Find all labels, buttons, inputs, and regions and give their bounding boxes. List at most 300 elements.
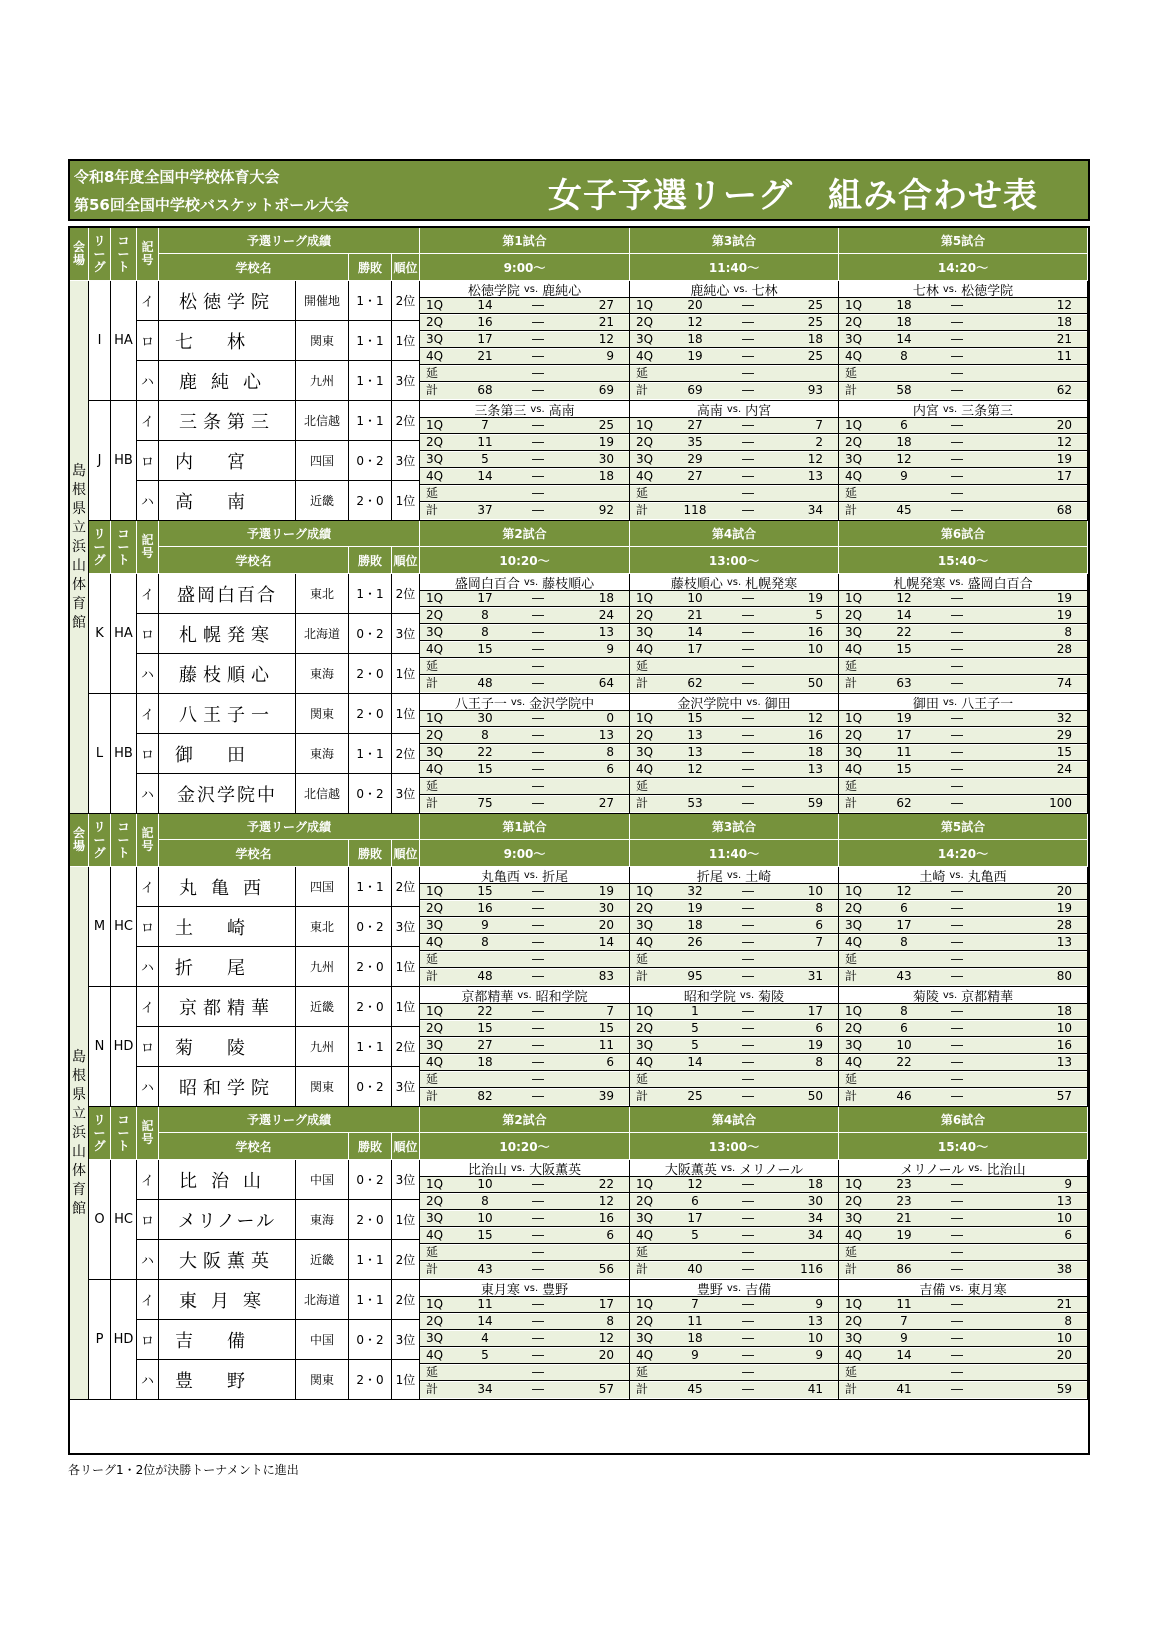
home-score: 18	[687, 1331, 703, 1345]
quarter-row	[839, 1211, 1087, 1227]
match-panel	[630, 1160, 839, 1280]
team-name	[159, 481, 296, 521]
rank-header: 順位	[392, 254, 420, 281]
match-pairing	[839, 1280, 1087, 1297]
venue-header: 会 場	[70, 814, 89, 867]
vs-label: vs.	[949, 576, 964, 588]
away-team: 東月寒	[967, 1282, 1007, 1298]
score-dash: ―	[951, 1331, 963, 1345]
total-row	[420, 503, 629, 519]
period-label: 1Q	[426, 418, 444, 432]
home-score: 27	[477, 1038, 493, 1052]
period-label: 2Q	[426, 435, 444, 449]
away-score: 0	[606, 711, 614, 725]
team-mark: ロ	[137, 907, 159, 947]
home-score: 15	[477, 884, 493, 898]
match-pairing	[839, 574, 1087, 591]
away-score: 8	[815, 901, 823, 915]
score-dash: ―	[532, 884, 544, 898]
quarter-row	[420, 762, 629, 778]
period-label: 3Q	[845, 1331, 863, 1345]
period-label: 計	[845, 1089, 858, 1103]
team-record: 0・2	[349, 614, 392, 654]
wl-header: 勝敗	[349, 1133, 392, 1160]
home-score: 9	[900, 1331, 908, 1345]
team-name	[159, 281, 296, 321]
home-score: 23	[896, 1194, 912, 1208]
home-score: 62	[896, 796, 912, 810]
team-record: 2・0	[349, 654, 392, 694]
quarter-row	[839, 625, 1087, 641]
quarter-row	[420, 452, 629, 468]
home-score: 12	[687, 762, 703, 776]
court-id: HA	[111, 281, 137, 401]
overtime-row	[839, 952, 1087, 968]
home-score: 18	[477, 1055, 493, 1069]
period-label: 延	[636, 1365, 649, 1379]
score-dash: ―	[532, 591, 544, 605]
period-label: 1Q	[426, 591, 444, 605]
overtime-row	[839, 659, 1087, 675]
away-score: 6	[606, 1228, 614, 1242]
score-dash: ―	[742, 486, 754, 500]
overtime-row	[630, 659, 838, 675]
team-rank: 2位	[392, 401, 420, 441]
period-label: 計	[426, 796, 439, 810]
period-label: 延	[426, 486, 439, 500]
period-label: 延	[845, 486, 858, 500]
period-label: 2Q	[845, 1194, 863, 1208]
home-score: 11	[477, 1297, 493, 1311]
period-label: 2Q	[426, 901, 444, 915]
away-score: 57	[1056, 1089, 1072, 1103]
team-rank: 2位	[392, 1240, 420, 1280]
period-label: 1Q	[426, 298, 444, 312]
quarter-row	[630, 591, 838, 607]
period-label: 2Q	[426, 728, 444, 742]
quarter-row	[630, 884, 838, 900]
quarter-row	[630, 728, 838, 744]
match-pairing	[839, 401, 1087, 418]
game-label: 第6試合	[839, 1107, 1088, 1133]
home-score: 45	[687, 1382, 703, 1396]
score-dash: ―	[742, 332, 754, 346]
team-rank: 1位	[392, 987, 420, 1027]
match-pairing	[630, 1160, 838, 1177]
period-label: 計	[636, 1089, 649, 1103]
period-label: 1Q	[636, 591, 654, 605]
home-score: 43	[896, 969, 912, 983]
team-rank: 1位	[392, 1200, 420, 1240]
away-score: 8	[815, 1055, 823, 1069]
team-name-text: 比治山	[179, 1170, 275, 1192]
period-label: 3Q	[426, 452, 444, 466]
score-dash: ―	[951, 1382, 963, 1396]
home-score: 5	[691, 1228, 699, 1242]
period-label: 2Q	[636, 1314, 654, 1328]
team-record: 2・0	[349, 1200, 392, 1240]
quarter-row	[839, 762, 1087, 778]
score-dash: ―	[532, 1245, 544, 1259]
game-time: 13:00～	[630, 1133, 839, 1160]
quarter-row	[630, 298, 838, 314]
period-label: 計	[636, 969, 649, 983]
game-label: 第3試合	[630, 814, 839, 840]
home-score: 22	[477, 745, 493, 759]
period-label: 延	[426, 1072, 439, 1086]
home-score: 14	[687, 1055, 703, 1069]
quarter-row	[630, 642, 838, 658]
score-dash: ―	[532, 728, 544, 742]
team-name	[159, 867, 296, 907]
period-label: 2Q	[636, 315, 654, 329]
score-dash: ―	[742, 1245, 754, 1259]
team-record: 1・1	[349, 401, 392, 441]
away-score: 13	[807, 469, 823, 483]
league-id: I	[89, 281, 111, 401]
period-label: 4Q	[845, 1348, 863, 1362]
match-panel	[839, 281, 1088, 401]
score-dash: ―	[742, 418, 754, 432]
quarter-row	[839, 452, 1087, 468]
quarter-row	[839, 1297, 1087, 1313]
match-panel	[839, 401, 1088, 521]
period-label: 2Q	[426, 1194, 444, 1208]
score-dash: ―	[532, 503, 544, 517]
match-pairing	[630, 1280, 838, 1297]
period-label: 1Q	[845, 418, 863, 432]
period-label: 1Q	[636, 711, 654, 725]
period-label: 4Q	[845, 762, 863, 776]
team-region: 近畿	[296, 1240, 349, 1280]
team-mark: ロ	[137, 321, 159, 361]
period-label: 3Q	[636, 332, 654, 346]
home-score: 12	[896, 591, 912, 605]
team-region: 中国	[296, 1160, 349, 1200]
period-label: 計	[636, 503, 649, 517]
game-label: 第5試合	[839, 228, 1088, 254]
score-dash: ―	[742, 1055, 754, 1069]
away-score: 17	[1056, 469, 1072, 483]
team-name	[159, 1280, 296, 1320]
match-pairing	[839, 281, 1087, 298]
home-score: 19	[687, 349, 703, 363]
home-score: 15	[477, 762, 493, 776]
match-panel	[630, 867, 839, 987]
mark-header: 記 号	[137, 521, 159, 574]
match-panel	[630, 1280, 839, 1400]
team-record: 0・2	[349, 1160, 392, 1200]
score-dash: ―	[951, 1297, 963, 1311]
away-score: 11	[598, 1038, 614, 1052]
home-score: 18	[896, 298, 912, 312]
home-score: 17	[477, 591, 493, 605]
team-record: 1・1	[349, 281, 392, 321]
home-team: メリノール	[900, 1162, 965, 1178]
quarter-row	[630, 745, 838, 761]
away-score: 6	[815, 918, 823, 932]
score-dash: ―	[742, 1038, 754, 1052]
score-dash: ―	[742, 762, 754, 776]
period-label: 3Q	[426, 745, 444, 759]
away-score: 59	[1056, 1382, 1072, 1396]
score-dash: ―	[532, 745, 544, 759]
period-label: 4Q	[426, 762, 444, 776]
period-label: 延	[636, 1245, 649, 1259]
away-score: 29	[1056, 728, 1072, 742]
away-score: 19	[1056, 591, 1072, 605]
away-score: 34	[807, 1228, 823, 1242]
away-score: 13	[598, 625, 614, 639]
away-score: 56	[598, 1262, 614, 1276]
home-score: 14	[896, 1348, 912, 1362]
home-score: 7	[900, 1314, 908, 1328]
venue-header: 会 場	[70, 228, 89, 281]
home-score: 75	[477, 796, 493, 810]
match-panel	[420, 867, 630, 987]
away-score: 50	[807, 676, 823, 690]
period-label: 2Q	[636, 901, 654, 915]
period-label: 4Q	[426, 1348, 444, 1362]
away-team: 藤枝順心	[542, 576, 595, 592]
match-panel	[630, 694, 839, 814]
away-score: 10	[807, 642, 823, 656]
period-label: 3Q	[636, 745, 654, 759]
period-label: 計	[845, 796, 858, 810]
period-label: 計	[636, 1382, 649, 1396]
team-name-text: 札幌発寒	[179, 624, 275, 646]
team-record: 2・0	[349, 481, 392, 521]
away-score: 100	[1049, 796, 1072, 810]
game-label: 第3試合	[630, 228, 839, 254]
score-dash: ―	[742, 452, 754, 466]
team-mark: ロ	[137, 1027, 159, 1067]
home-score: 6	[900, 901, 908, 915]
home-score: 8	[900, 1004, 908, 1018]
away-score: 16	[1056, 1038, 1072, 1052]
team-name-text: 内宮	[175, 451, 279, 473]
home-score: 18	[896, 435, 912, 449]
overtime-row	[839, 1365, 1087, 1381]
game-time: 11:40～	[630, 254, 839, 281]
score-dash: ―	[951, 779, 963, 793]
league-header: リ ー グ	[89, 814, 111, 867]
score-dash: ―	[951, 884, 963, 898]
score-dash: ―	[532, 642, 544, 656]
score-dash: ―	[532, 1194, 544, 1208]
home-score: 27	[687, 418, 703, 432]
team-name	[159, 654, 296, 694]
team-rank: 1位	[392, 481, 420, 521]
quarter-row	[839, 1194, 1087, 1210]
score-dash: ―	[532, 383, 544, 397]
team-mark: イ	[137, 281, 159, 321]
total-row	[839, 969, 1087, 985]
quarter-row	[839, 642, 1087, 658]
team-name	[159, 361, 296, 401]
team-rank: 1位	[392, 694, 420, 734]
quarter-row	[630, 762, 838, 778]
team-region: 北海道	[296, 614, 349, 654]
team-region: 中国	[296, 1320, 349, 1360]
footnote: 各リーグ1・2位が決勝トーナメントに進出	[68, 1463, 299, 1477]
home-score: 5	[481, 452, 489, 466]
period-label: 3Q	[426, 1038, 444, 1052]
away-score: 9	[1064, 1177, 1072, 1191]
away-score: 12	[598, 1194, 614, 1208]
quarter-row	[630, 1021, 838, 1037]
home-score: 12	[687, 1177, 703, 1191]
overtime-row	[420, 952, 629, 968]
team-region: 東海	[296, 1200, 349, 1240]
score-dash: ―	[532, 1262, 544, 1276]
score-dash: ―	[742, 1297, 754, 1311]
score-dash: ―	[742, 884, 754, 898]
home-team: 盛岡白百合	[454, 576, 520, 592]
period-label: 4Q	[845, 1228, 863, 1242]
home-team: 昭和学院	[683, 989, 736, 1005]
period-label: 2Q	[845, 608, 863, 622]
team-record: 1・1	[349, 361, 392, 401]
team-name-text: 藤枝順心	[179, 664, 275, 686]
away-team: 盛岡白百合	[967, 576, 1033, 592]
away-team: 三条第三	[961, 403, 1014, 419]
home-team: 札幌発寒	[893, 576, 946, 592]
period-label: 延	[845, 1245, 858, 1259]
period-label: 3Q	[845, 332, 863, 346]
score-dash: ―	[951, 952, 963, 966]
score-dash: ―	[951, 315, 963, 329]
home-score: 63	[896, 676, 912, 690]
period-label: 延	[426, 366, 439, 380]
home-score: 21	[896, 1211, 912, 1225]
away-score: 9	[815, 1348, 823, 1362]
score-dash: ―	[532, 435, 544, 449]
team-mark: イ	[137, 867, 159, 907]
match-pairing	[420, 574, 629, 591]
home-score: 21	[687, 608, 703, 622]
period-label: 3Q	[845, 452, 863, 466]
away-score: 25	[807, 315, 823, 329]
vs-label: vs.	[726, 1282, 742, 1294]
home-score: 8	[900, 935, 908, 949]
court-id: HC	[111, 1160, 137, 1280]
total-row	[420, 1382, 629, 1398]
quarter-row	[420, 315, 629, 331]
away-score: 6	[606, 762, 614, 776]
venue-name: 島 根 県 立 浜 山 体 育 館	[70, 281, 89, 814]
home-score: 8	[900, 349, 908, 363]
match-panel	[630, 401, 839, 521]
team-name	[159, 1027, 296, 1067]
period-label: 4Q	[636, 642, 654, 656]
period-label: 2Q	[845, 435, 863, 449]
away-score: 18	[1056, 315, 1072, 329]
score-dash: ―	[951, 1004, 963, 1018]
league-id: O	[89, 1160, 111, 1280]
team-name	[159, 401, 296, 441]
team-mark: ハ	[137, 1360, 159, 1400]
record-title: 予選リーグ成績	[159, 814, 420, 840]
period-label: 延	[426, 779, 439, 793]
score-dash: ―	[532, 901, 544, 915]
home-score: 32	[687, 884, 703, 898]
quarter-row	[839, 1314, 1087, 1330]
score-dash: ―	[742, 796, 754, 810]
score-dash: ―	[742, 1021, 754, 1035]
team-rank: 2位	[392, 1280, 420, 1320]
home-score: 17	[896, 728, 912, 742]
home-team: 松徳学院	[467, 283, 520, 299]
score-dash: ―	[742, 1004, 754, 1018]
vs-label: vs.	[510, 1162, 526, 1174]
court-id: HB	[111, 401, 137, 521]
away-score: 12	[1056, 298, 1072, 312]
quarter-row	[420, 745, 629, 761]
score-dash: ―	[951, 659, 963, 673]
court-id: HC	[111, 867, 137, 987]
home-score: 8	[481, 625, 489, 639]
period-label: 3Q	[636, 918, 654, 932]
total-row	[420, 1262, 629, 1278]
score-dash: ―	[742, 315, 754, 329]
home-score: 20	[687, 298, 703, 312]
score-dash: ―	[951, 642, 963, 656]
away-score: 18	[807, 745, 823, 759]
score-dash: ―	[951, 969, 963, 983]
away-score: 18	[807, 332, 823, 346]
score-dash: ―	[742, 969, 754, 983]
team-region: 東北	[296, 907, 349, 947]
period-label: 延	[636, 1072, 649, 1086]
away-score: 19	[598, 884, 614, 898]
home-team: 土崎	[919, 869, 946, 885]
league-id: K	[89, 574, 111, 694]
tournament-name: 第56回全国中学校バスケットボール大会	[74, 196, 349, 214]
total-row	[839, 676, 1087, 692]
quarter-row	[420, 1314, 629, 1330]
score-dash: ―	[532, 1365, 544, 1379]
score-dash: ―	[951, 418, 963, 432]
period-label: 2Q	[636, 435, 654, 449]
period-label: 4Q	[636, 762, 654, 776]
score-dash: ―	[532, 332, 544, 346]
team-rank: 1位	[392, 1360, 420, 1400]
team-record: 1・1	[349, 321, 392, 361]
score-dash: ―	[951, 1262, 963, 1276]
away-score: 10	[1056, 1331, 1072, 1345]
home-score: 14	[477, 1314, 493, 1328]
team-region: 四国	[296, 867, 349, 907]
score-dash: ―	[532, 779, 544, 793]
score-dash: ―	[951, 1021, 963, 1035]
score-dash: ―	[742, 1228, 754, 1242]
score-dash: ―	[742, 625, 754, 639]
team-region: 開催地	[296, 281, 349, 321]
home-score: 7	[691, 1297, 699, 1311]
team-record: 1・1	[349, 1027, 392, 1067]
home-team: 鹿純心	[690, 283, 730, 299]
home-team: 三条第三	[474, 403, 527, 419]
quarter-row	[420, 728, 629, 744]
quarter-row	[630, 1348, 838, 1364]
court-header: コ ー ト	[111, 814, 137, 867]
score-dash: ―	[532, 1382, 544, 1396]
court-header: コ ー ト	[111, 1107, 137, 1160]
period-label: 延	[636, 952, 649, 966]
record-title: 予選リーグ成績	[159, 228, 420, 254]
away-score: 2	[815, 435, 823, 449]
